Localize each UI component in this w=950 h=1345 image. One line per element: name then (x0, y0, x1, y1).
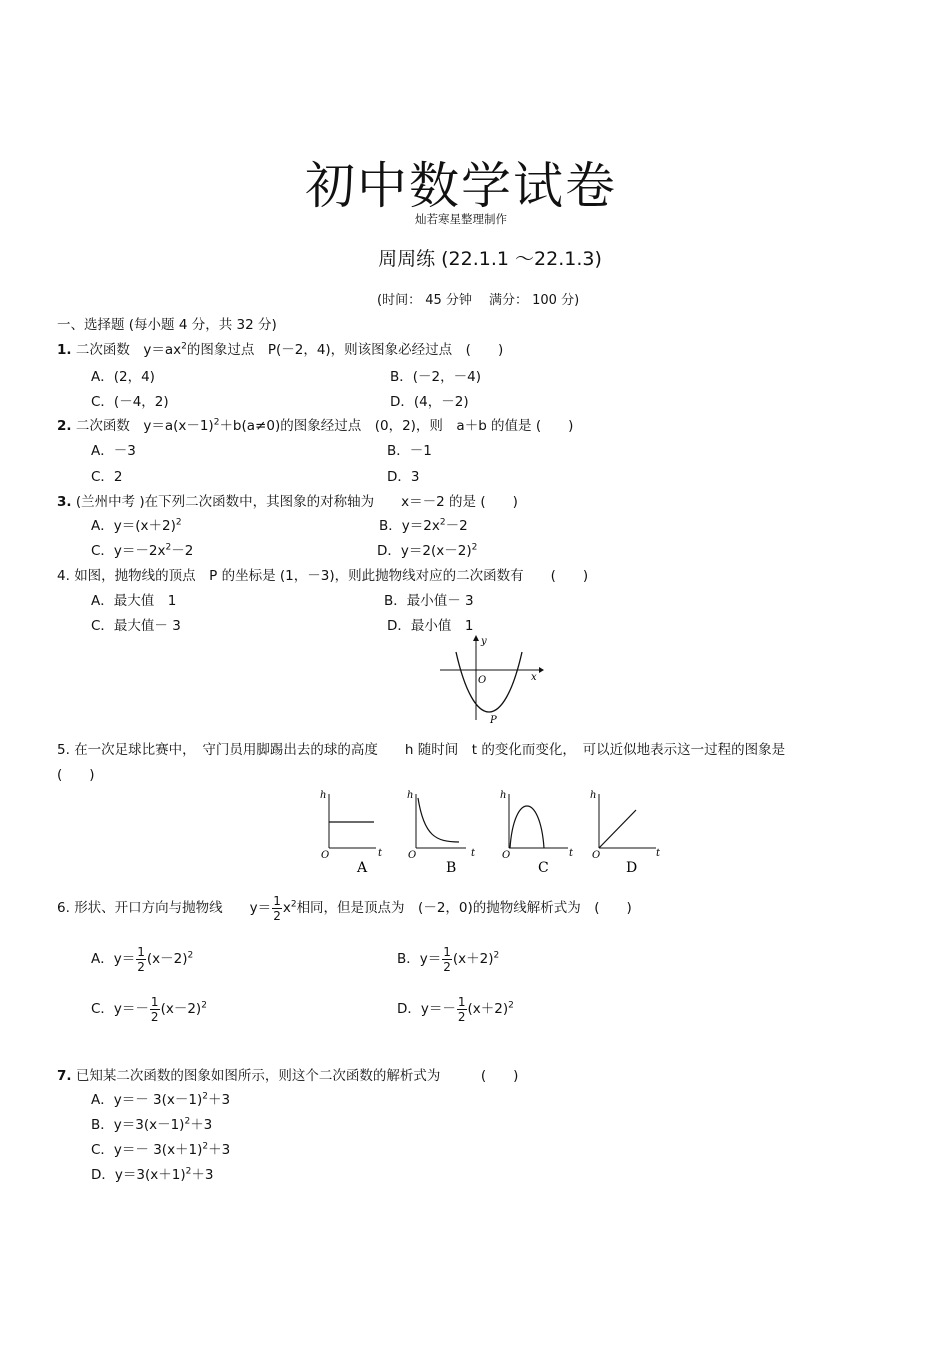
exponent: 2 (201, 1000, 207, 1011)
option-text: D．y＝2(x－2) (377, 543, 472, 559)
question-number: 7. (57, 1068, 72, 1084)
numerator: 1 (273, 893, 281, 908)
fraction (457, 995, 467, 1024)
y-axis-arrow (473, 635, 479, 641)
denominator: 2 (150, 1009, 159, 1024)
option-d[interactable]: D．(4，－2) (390, 394, 469, 410)
numerator: 1 (457, 994, 466, 1009)
question-3-stem (57, 490, 518, 510)
option-a[interactable] (91, 514, 182, 534)
option-text: (x－2) (146, 951, 188, 967)
option-text: (x＋2) (452, 951, 494, 967)
question-2-stem (57, 414, 573, 434)
option-text: D．y＝3(x＋1) (91, 1167, 186, 1183)
option-text: A．y＝－ 3(x－1) (91, 1092, 203, 1108)
question-number: 4. (57, 568, 70, 584)
t-label: t (656, 848, 661, 859)
stem-part: 的图象过点 P(－2，4)，则该图象必经过点 ( ) (186, 342, 504, 358)
question-number: 1. (57, 342, 72, 358)
numerator: 1 (150, 994, 159, 1009)
option-text: A．y＝(x＋2) (91, 518, 176, 534)
question-4-stem (57, 564, 588, 584)
option-a[interactable]: A．(2，4) (91, 369, 155, 385)
option-c[interactable] (91, 991, 207, 1027)
option-d[interactable] (377, 539, 477, 559)
option-a[interactable] (91, 941, 193, 977)
option-b[interactable]: B．－1 (387, 443, 432, 459)
fraction (442, 945, 452, 974)
arc-curve (510, 806, 544, 848)
option-text: B．y＝ (397, 951, 442, 967)
stem-text: (兰州中考 )在下列二次函数中，其图象的对称轴为 x＝－2 的是 ( ) (75, 494, 518, 510)
option-text: C．y＝－ (91, 1001, 149, 1017)
exponent: 2 (493, 950, 500, 961)
exponent: 2 (184, 1116, 191, 1127)
option-a[interactable]: A．最大值 1 (91, 593, 177, 609)
height-time-graphs (316, 786, 668, 880)
stem-part: ＋b(a≠0)的图象经过点 (0，2)，则 a＋b 的值是 ( ) (219, 418, 574, 434)
option-text: ＋3 (190, 1117, 213, 1133)
y-label: y (481, 636, 487, 647)
option-text: ＋3 (208, 1142, 231, 1158)
graph-letter: B (446, 860, 457, 876)
option-b[interactable]: B．(－2，－4) (390, 369, 481, 385)
linear-line (599, 810, 636, 848)
exponent: 2 (202, 1091, 208, 1102)
origin-label: O (502, 850, 511, 861)
option-c[interactable]: C．(－4，2) (91, 394, 169, 410)
answer-paren: ( ) (57, 767, 95, 783)
option-text: ＋3 (207, 1092, 231, 1108)
option-text: C．y＝－2x (91, 543, 166, 559)
option-a[interactable] (91, 1088, 230, 1108)
option-text: C．y＝－ 3(x＋1) (91, 1142, 203, 1158)
parabola-graph (436, 632, 546, 730)
option-d[interactable]: D．最小值 1 (387, 618, 474, 634)
option-c[interactable] (91, 1138, 230, 1158)
exponent: 2 (471, 542, 478, 553)
origin-label: O (478, 675, 487, 686)
graph-a[interactable] (320, 790, 383, 876)
exponent: 2 (187, 950, 194, 961)
question-1-stem (57, 338, 503, 358)
exponent: 2 (175, 517, 182, 528)
exponent: 2 (508, 1000, 514, 1011)
exam-meta: (时间： 45 分钟 满分： 100 分) (377, 293, 580, 308)
question-number: 5. (57, 742, 70, 758)
question-5-stem (57, 738, 785, 758)
parabola-curve (456, 652, 522, 712)
option-c[interactable]: C．最大值－ 3 (91, 618, 181, 634)
option-c[interactable] (91, 539, 193, 559)
option-d[interactable] (397, 991, 514, 1027)
question-7-stem (57, 1064, 518, 1084)
exponent: 2 (185, 1166, 192, 1177)
denominator: 2 (137, 959, 145, 974)
page-title: 初中数学试卷 (305, 157, 617, 215)
option-c[interactable]: C．2 (91, 469, 123, 485)
graph-c[interactable] (500, 790, 574, 876)
option-b[interactable] (91, 1113, 212, 1133)
x-axis-arrow (539, 667, 544, 673)
option-text: (x－2) (160, 1001, 202, 1017)
h-label: h (320, 790, 327, 801)
option-b[interactable]: B．最小值－ 3 (384, 593, 474, 609)
option-text: B．y＝3(x－1) (91, 1117, 185, 1133)
graph-letter: D (626, 860, 638, 876)
h-label: h (590, 790, 597, 801)
fraction (150, 995, 160, 1024)
denominator: 2 (273, 908, 281, 923)
origin-label: O (592, 850, 601, 861)
decay-curve (418, 798, 459, 842)
week-title: 周周练 (22.1.1 ～22.1.3) (378, 248, 602, 270)
t-label: t (378, 848, 383, 859)
t-label: t (569, 848, 574, 859)
question-6-stem (57, 890, 632, 926)
graph-letter: A (357, 860, 368, 876)
page-subtitle: 灿若寒星整理制作 (415, 212, 507, 226)
stem-text: 已知某二次函数的图象如图所示，则这个二次函数的解析式为 ( ) (75, 1068, 519, 1084)
exponent: 2 (439, 517, 446, 528)
denominator: 2 (443, 959, 451, 974)
origin-label: O (408, 850, 417, 861)
graph-d[interactable] (590, 790, 661, 876)
option-text: －2 (445, 518, 468, 534)
x-label: x (531, 672, 537, 683)
option-d[interactable] (91, 1163, 213, 1183)
exponent: 2 (290, 899, 297, 910)
stem-part: 相同，但是顶点为 (－2，0)的抛物线解析式为 ( ) (296, 900, 632, 916)
variable: x (282, 900, 291, 916)
stem-part: 二次函数 y＝ax (75, 342, 182, 358)
stem-part: 形状、开口方向与抛物线 y＝ (74, 900, 272, 916)
h-label: h (407, 790, 414, 801)
exponent: 2 (165, 542, 172, 553)
stem-text: 如图，抛物线的顶点 P 的坐标是 (1，－3)，则此抛物线对应的二次函数有 ( ) (74, 568, 589, 584)
h-label: h (500, 790, 507, 801)
question-number: 6. (57, 900, 70, 916)
denominator: 2 (457, 1009, 466, 1024)
numerator: 1 (137, 944, 145, 959)
option-text: (x＋2) (467, 1001, 509, 1017)
option-d[interactable]: D．3 (387, 469, 420, 485)
exponent: 2 (181, 341, 187, 352)
origin-label: O (321, 850, 330, 861)
exponent: 2 (202, 1141, 209, 1152)
option-b[interactable] (379, 514, 468, 534)
question-number: 3. (57, 494, 72, 510)
question-number: 2. (57, 418, 72, 434)
t-label: t (471, 848, 476, 859)
option-text: B．y＝2x (379, 518, 440, 534)
exponent: 2 (213, 417, 220, 428)
option-b[interactable] (397, 941, 499, 977)
option-text: ＋3 (191, 1167, 214, 1183)
stem-part: 二次函数 y＝a(x－1) (75, 418, 214, 434)
stem-text: 在一次足球比赛中， 守门员用脚踢出去的球的高度 h 随时间 t 的变化而变化， 可以近似地表示这一过程的图象是 (74, 742, 786, 758)
numerator: 1 (443, 944, 451, 959)
graph-letter: C (538, 860, 549, 876)
vertex-label: P (490, 715, 497, 726)
fraction (272, 894, 282, 923)
option-text: －2 (171, 543, 194, 559)
option-text: A．y＝ (91, 951, 136, 967)
option-a[interactable]: A．－3 (91, 443, 136, 459)
section-heading: 一、选择题 (每小题 4 分，共 32 分) (57, 317, 277, 333)
fraction (136, 945, 146, 974)
option-text: D．y＝－ (397, 1001, 456, 1017)
graph-b[interactable] (407, 790, 476, 876)
